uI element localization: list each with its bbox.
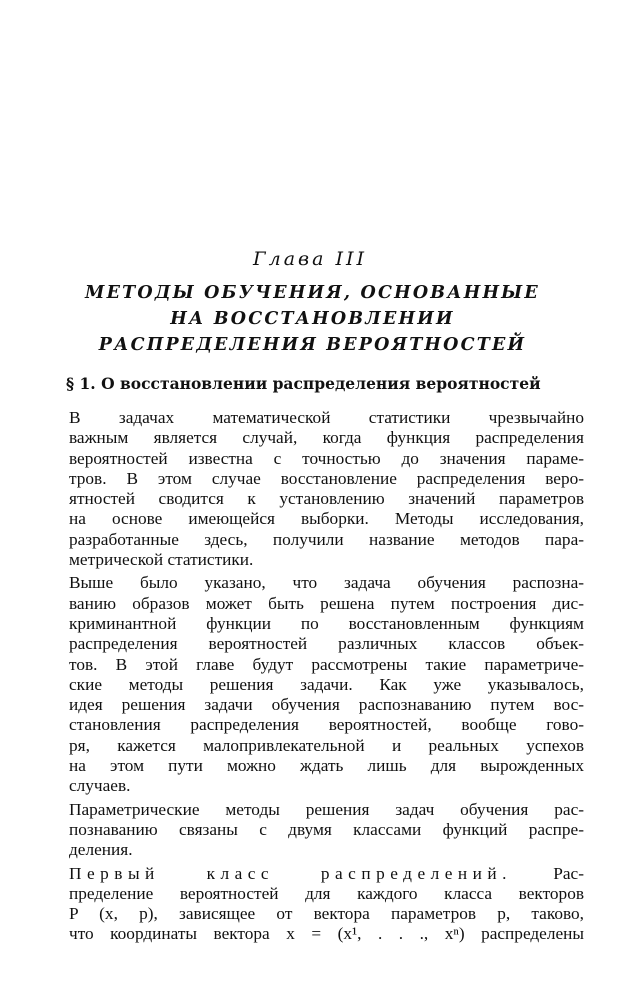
chapter-title-line: НА ВОССТАНОВЛЕНИИ (170, 309, 455, 329)
text-line: криминантной функции по восстановленным функциям (69, 613, 584, 633)
body-text (39, 408, 584, 948)
text-fragment: Рас- (553, 863, 584, 883)
text-line: P (x, p), зависящее от вектора параметров p, таково, (69, 904, 584, 924)
text-line: пределение вероятностей для каждого класса векторов (69, 883, 584, 903)
text-line: становления распределения вероятностей, вообще гово- (69, 715, 584, 735)
text-line: идея решения задачи обучения распознаванию путем вос- (69, 695, 584, 715)
text-line: случаев. (69, 776, 131, 796)
text-line: разработанные здесь, получили название методов пара- (69, 529, 584, 549)
paragraph (39, 408, 584, 570)
text-line: ские методы решения задачи. Как уже указывалось, (69, 674, 584, 694)
text-line: Параметрические методы решения задач обучения рас- (69, 799, 584, 819)
text-line (39, 864, 584, 884)
text-line: В задачах математической статистики чрезвычайно (69, 408, 584, 427)
text-line: ятностей сводится к установлению значений параметров (69, 489, 584, 509)
text-line: на этом пути можно ждать лишь для вырожденных (69, 756, 584, 776)
text-line: важным является случай, когда функция распределения (69, 428, 584, 448)
text-line: метрической статистики. (69, 550, 254, 570)
text-line: познаванию связаны с двумя классами функций распре- (69, 819, 584, 839)
chapter-label: Глава III (253, 248, 367, 270)
chapter-title-line: РАСПРЕДЕЛЕНИЯ ВЕРОЯТНОСТЕЙ (98, 335, 527, 355)
paragraph (39, 573, 584, 796)
spaced-term: Первый класс распределений. (69, 863, 512, 883)
text-line: тов. В этой главе будут рассмотрены такие параметриче- (69, 654, 584, 674)
text-line: ря, кажется малопривлекательной и реальных успехов (69, 735, 584, 755)
text-line: что координаты вектора x = (x¹, . . ., xⁿ) распределены (69, 924, 584, 944)
text-line: Выше было указано, что задача обучения распозна- (69, 573, 584, 593)
text-line: распределения вероятностей различных классов объек- (69, 634, 584, 654)
paragraph (39, 864, 584, 945)
text-line: деления. (69, 840, 133, 860)
paragraph (39, 800, 584, 861)
text-line: ванию образов может быть решена путем построения дис- (69, 593, 584, 613)
chapter-title-line: МЕТОДЫ ОБУЧЕНИЯ, ОСНОВАННЫЕ (85, 283, 540, 303)
chapter-title (40, 280, 585, 358)
text-line: на основе имеющейся выборки. Методы исследования, (69, 509, 584, 529)
text-line: тров. В этом случае восстановление распределения веро- (69, 468, 584, 488)
text-line: вероятностей известна с точностью до значения парамe- (69, 448, 584, 468)
section-heading: § 1. О восстановлении распределения вероятностей (66, 374, 541, 393)
